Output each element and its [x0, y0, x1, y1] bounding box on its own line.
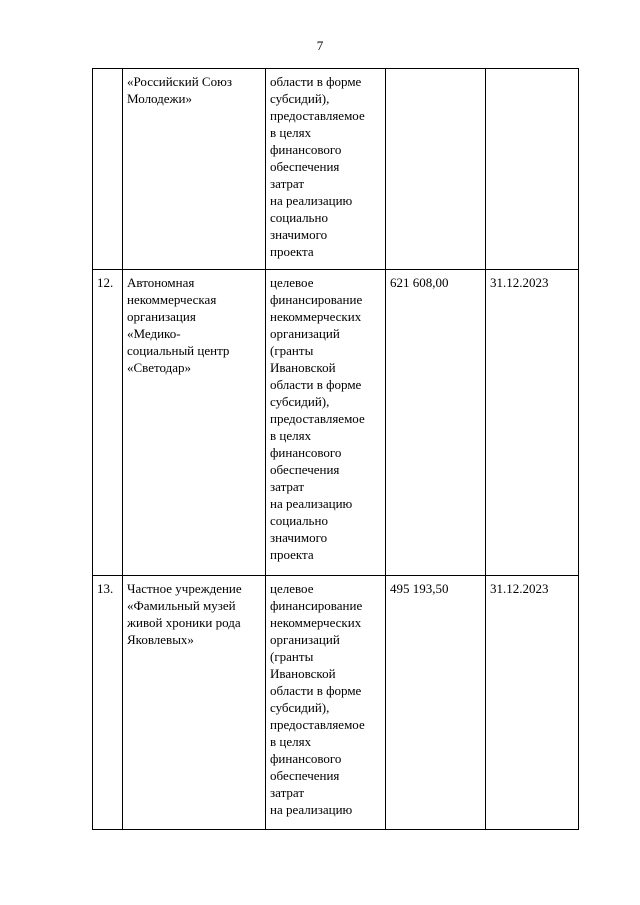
purpose-line: предоставляемое	[270, 411, 365, 426]
purpose-line: финансового	[270, 751, 342, 766]
purpose-line: затрат	[270, 176, 305, 191]
purpose-line: субсидий),	[270, 700, 330, 715]
purpose-line: финансового	[270, 142, 342, 157]
purpose-line: финансирование	[270, 292, 363, 307]
purpose-line: предоставляемое	[270, 108, 365, 123]
purpose-line: на реализацию	[270, 802, 353, 817]
organization-line: «Фамильный музей	[127, 598, 236, 613]
amount-cell	[386, 576, 486, 830]
purpose-line: (гранты	[270, 343, 314, 358]
organization-cell	[123, 270, 266, 576]
purpose-line: обеспечения	[270, 462, 340, 477]
row-number-cell	[93, 576, 123, 830]
organization-line: Частное учреждение	[127, 581, 242, 596]
purpose-line: области в форме	[270, 683, 362, 698]
purpose-line: затрат	[270, 479, 305, 494]
purpose-line: на реализацию	[270, 193, 353, 208]
purpose-line: целевое	[270, 275, 314, 290]
purpose-line: в целях	[270, 428, 312, 443]
purpose-line: субсидий),	[270, 91, 330, 106]
purpose-cell	[266, 270, 386, 576]
row-number-cell	[93, 69, 123, 270]
row-number-cell	[93, 270, 123, 576]
table-row	[93, 270, 579, 576]
purpose-line: социально	[270, 513, 328, 528]
grants-table	[92, 68, 579, 830]
purpose-line: области в форме	[270, 74, 362, 89]
purpose-line: в целях	[270, 734, 312, 749]
purpose-line: субсидий),	[270, 394, 330, 409]
purpose-line: социально	[270, 210, 328, 225]
table-row	[93, 69, 579, 270]
page-number: 7	[316, 38, 324, 53]
purpose-line: Ивановской	[270, 360, 336, 375]
purpose-line: на реализацию	[270, 496, 353, 511]
purpose-line: финансового	[270, 445, 342, 460]
amount-value: 621 608,00	[390, 275, 449, 290]
purpose-line: (гранты	[270, 649, 314, 664]
purpose-line: некоммерческих	[270, 615, 362, 630]
purpose-line: значимого	[270, 530, 328, 545]
purpose-line: организаций	[270, 326, 340, 341]
purpose-line: предоставляемое	[270, 717, 365, 732]
purpose-line: области в форме	[270, 377, 362, 392]
date-cell	[486, 270, 579, 576]
row-number: 12.	[97, 275, 114, 290]
purpose-line: обеспечения	[270, 768, 340, 783]
organization-cell	[123, 69, 266, 270]
organization-line: Молодежи»	[127, 91, 192, 106]
organization-line: «Медико-	[127, 326, 181, 341]
table-row	[93, 576, 579, 830]
organization-line: некоммерческая	[127, 292, 217, 307]
purpose-line: в целях	[270, 125, 312, 140]
date-value: 31.12.2023	[490, 581, 549, 596]
purpose-line: затрат	[270, 785, 305, 800]
organization-line: социальный центр	[127, 343, 230, 358]
amount-value: 495 193,50	[390, 581, 449, 596]
purpose-line: Ивановской	[270, 666, 336, 681]
organization-line: живой хроники рода	[127, 615, 241, 630]
purpose-line: проекта	[270, 547, 314, 562]
purpose-line: финансирование	[270, 598, 363, 613]
amount-cell	[386, 69, 486, 270]
purpose-line: проекта	[270, 244, 314, 259]
purpose-line: обеспечения	[270, 159, 340, 174]
organization-line: Яковлевых»	[127, 632, 194, 647]
amount-cell	[386, 270, 486, 576]
purpose-line: целевое	[270, 581, 314, 596]
purpose-cell	[266, 69, 386, 270]
row-number: 13.	[97, 581, 114, 596]
organization-cell	[123, 576, 266, 830]
purpose-line: некоммерческих	[270, 309, 362, 324]
organization-line: «Светодар»	[127, 360, 192, 375]
purpose-line: значимого	[270, 227, 328, 242]
purpose-cell	[266, 576, 386, 830]
organization-line: организация	[127, 309, 196, 324]
purpose-line: организаций	[270, 632, 340, 647]
organization-line: Автономная	[127, 275, 195, 290]
date-value: 31.12.2023	[490, 275, 549, 290]
date-cell	[486, 69, 579, 270]
date-cell	[486, 576, 579, 830]
organization-line: «Российский Союз	[127, 74, 232, 89]
